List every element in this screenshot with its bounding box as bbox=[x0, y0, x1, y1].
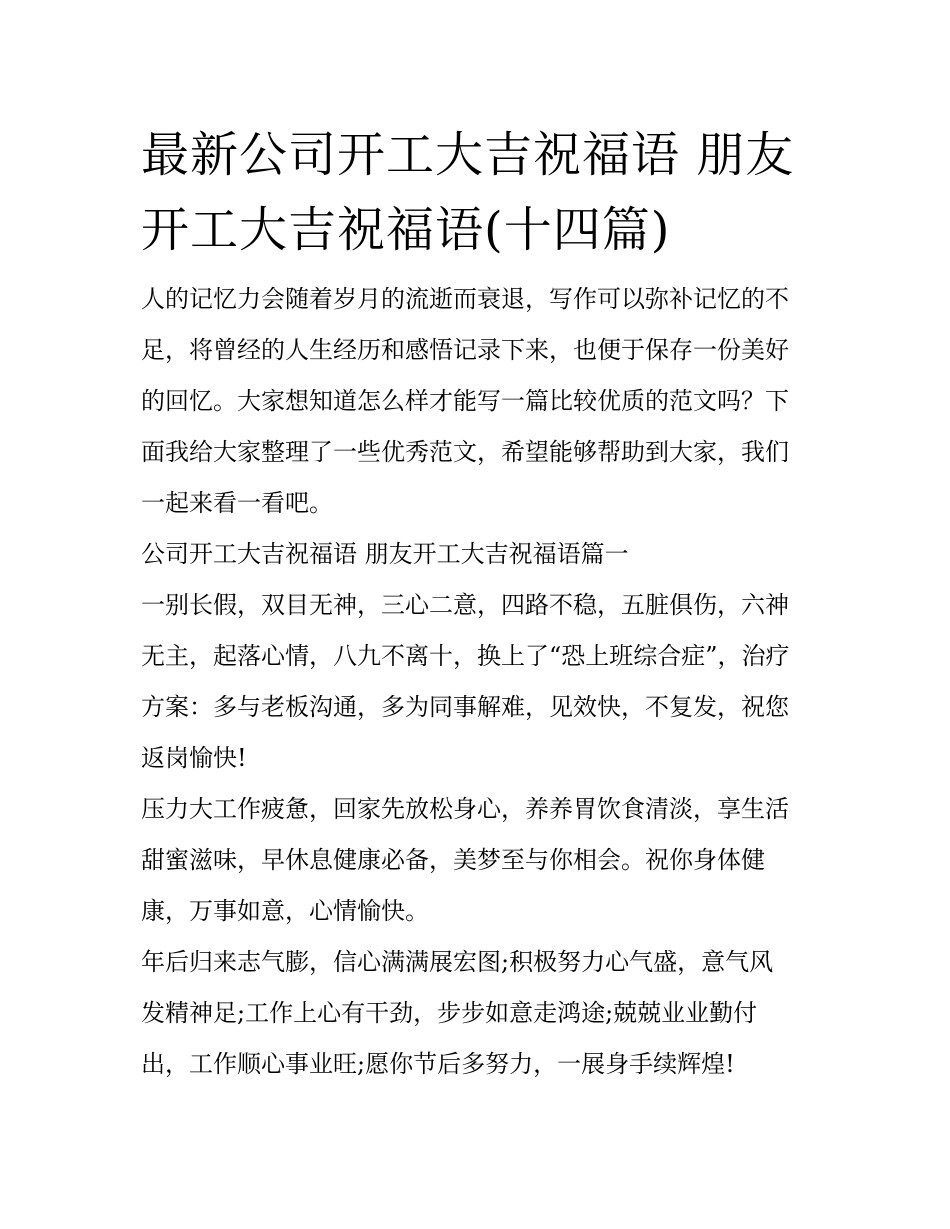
text-line: 发精神足;工作上心有干劲，步步如意走鸿途;兢兢业业勤付 bbox=[141, 999, 758, 1027]
text-line: 面我给大家整理了一些优秀范文，希望能够帮助到大家，我们 bbox=[141, 438, 789, 466]
text-line: 甜蜜滋味，早休息健康必备，美梦至与你相会。祝你身体健 bbox=[141, 846, 765, 874]
document-title bbox=[141, 118, 813, 268]
text-line: 出，工作顺心事业旺;愿你节后多努力，一展身手续辉煌! bbox=[141, 1050, 735, 1078]
title-line: 开工大吉祝福语(十四篇) bbox=[141, 202, 671, 258]
text-line: 方案：多与老板沟通，多为同事解难，见效快，不复发，祝您 bbox=[141, 693, 789, 721]
text-line: 压力大工作疲惫，回家先放松身心，养养胃饮食清淡，享生活 bbox=[141, 795, 789, 823]
text-line: 人的记忆力会随着岁月的流逝而衰退，写作可以弥补记忆的不 bbox=[141, 285, 789, 313]
title-line: 最新公司开工大吉祝福语 朋友 bbox=[141, 127, 795, 183]
text-line: 一起来看一看吧。 bbox=[141, 489, 333, 517]
paragraph-1 bbox=[141, 580, 813, 784]
paragraph-2 bbox=[141, 784, 813, 937]
text-line: 康，万事如意，心情愉快。 bbox=[141, 897, 429, 925]
text-line: 足，将曾经的人生经历和感悟记录下来，也便于保存一份美好 bbox=[141, 336, 789, 364]
paragraph-3 bbox=[141, 937, 813, 1090]
text-line: 一别长假，双目无神，三心二意，四路不稳，五脏俱伤，六神 bbox=[141, 591, 789, 619]
text-line: 无主，起落心情，八九不离十，换上了“恐上班综合症”，治疗 bbox=[141, 642, 790, 670]
intro-paragraph bbox=[141, 274, 813, 529]
document-page bbox=[141, 118, 813, 1090]
text-line: 年后归来志气膨，信心满满展宏图;积极努力心气盛，意气风 bbox=[141, 948, 774, 976]
text-line: 的回忆。大家想知道怎么样才能写一篇比较优质的范文吗？下 bbox=[141, 387, 789, 415]
text-line: 返岗愉快! bbox=[141, 744, 247, 772]
section-heading: 公司开工大吉祝福语 朋友开工大吉祝福语篇一 bbox=[141, 540, 629, 568]
